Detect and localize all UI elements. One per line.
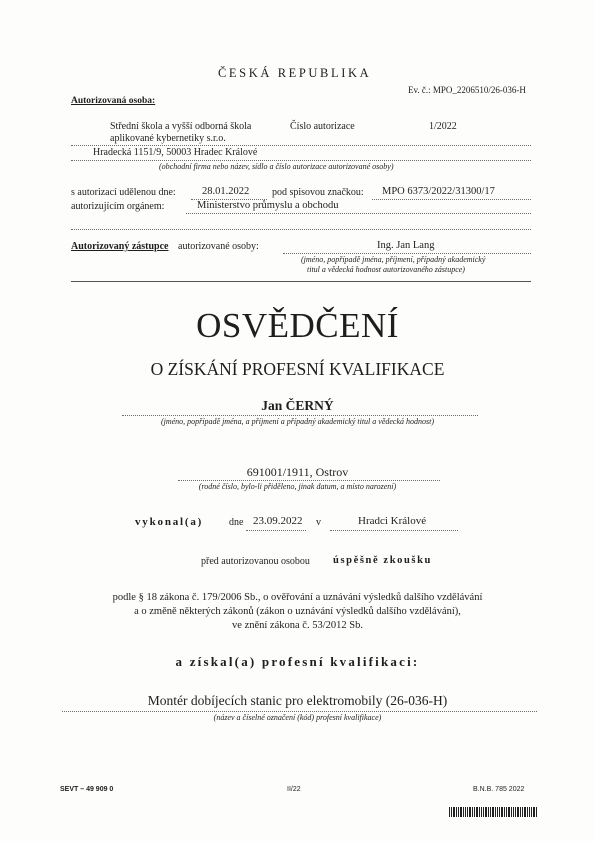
authorized-person-name-line2: aplikované kybernetiky s.r.o. — [110, 133, 226, 144]
birth-info-line — [178, 480, 440, 481]
law-line3: ve znění zákona č. 53/2012 Sb. — [232, 620, 363, 631]
authority-extra-line — [71, 229, 531, 230]
date-label: dne — [229, 517, 244, 528]
authority-line — [186, 213, 531, 214]
successful-exam: úspěšně zkoušku — [333, 555, 432, 566]
form-code: SEVT – 49 909 0 — [60, 786, 114, 793]
granted-date: 28.01.2022 — [202, 186, 250, 197]
exam-date: 23.09.2022 — [253, 515, 303, 527]
birth-info: 691001/1911, Ostrov — [246, 465, 349, 479]
representative-caption-line1: (jméno, popřípadě jména, příjmení, případný akademický — [301, 255, 486, 264]
representative-name: Ing. Jan Lang — [377, 240, 435, 251]
authorized-person-caption: (obchodní firma nebo název, sídlo a číslo autorizace autorizované osoby) — [159, 162, 394, 171]
representative-caption-line2: titul a vědecká hodnost autorizovaného zástupce) — [307, 265, 465, 274]
before-authorized-person: před autorizovanou osobou — [201, 556, 310, 567]
file-number-label: pod spisovou značkou: — [272, 187, 364, 198]
authorized-person-name-line1: Střední škola a vyšší odborná škola — [110, 121, 252, 132]
authorized-person-line2 — [71, 160, 531, 161]
authorized-person-line1 — [71, 145, 531, 146]
file-number-line — [372, 199, 531, 200]
granted-label: s autorizací udělenou dne: — [71, 187, 176, 198]
file-number: MPO 6373/2022/31300/17 — [382, 186, 495, 197]
representative-line — [283, 253, 531, 254]
exam-place-line — [330, 530, 458, 531]
representative-heading: Autorizovaný zástupce — [71, 241, 169, 252]
law-line2: a o změně některých zákonů (zákon o uznávání výsledků dalšího vzdělávání), — [134, 606, 461, 617]
authorization-number: 1/2022 — [429, 121, 457, 132]
qualification-line — [62, 711, 537, 712]
qualification-name: Montér dobíjecích stanic pro elektromobily (26-036-H) — [147, 693, 448, 708]
qualification-caption: (název a číselné označení (kód) profesní kvalifikace) — [213, 713, 382, 722]
performed-label: vykonal(a) — [135, 516, 204, 528]
evidence-number: Ev. č.: MPO_2206510/26-036-H — [408, 85, 526, 95]
print-code: B.N.B. 785 2022 — [473, 786, 525, 793]
authorizing-authority: Ministerstvo průmyslu a obchodu — [197, 200, 339, 211]
exam-place: Hradci Králové — [358, 515, 427, 527]
holder-name-line — [122, 415, 478, 416]
certificate-subtitle: O ZÍSKÁNÍ PROFESNÍ KVALIFIKACE — [150, 359, 445, 379]
holder-name: Jan ČERNÝ — [261, 398, 334, 413]
authorized-person-heading: Autorizovaná osoba: — [71, 96, 156, 106]
authorized-person-address: Hradecká 1151/9, 50003 Hradec Králové — [93, 147, 258, 158]
obtained-qualification: a získal(a) profesní kvalifikaci: — [175, 654, 420, 669]
exam-date-line — [246, 530, 306, 531]
birth-caption: (rodné číslo, bylo-li přiděleno, jinak datum, a místo narození) — [198, 482, 397, 491]
certificate-title: OSVĚDČENÍ — [196, 306, 399, 345]
place-label: v — [316, 517, 321, 528]
representative-label: autorizované osoby: — [178, 241, 259, 252]
authority-label: autorizujícím orgánem: — [71, 201, 165, 212]
form-version: II/22 — [287, 786, 301, 793]
barcode-icon — [449, 807, 537, 817]
country-heading: ČESKÁ REPUBLIKA — [218, 66, 372, 80]
section-divider — [71, 281, 531, 282]
law-line1: podle § 18 zákona č. 179/2006 Sb., o ověřování a uznávání výsledků dalšího vzdělávání — [112, 592, 483, 603]
holder-caption: (jméno, popřípadě jména, a příjmení a případný akademický titul a vědecká hodnost) — [160, 417, 435, 426]
authorization-number-label: Číslo autorizace — [290, 121, 355, 132]
